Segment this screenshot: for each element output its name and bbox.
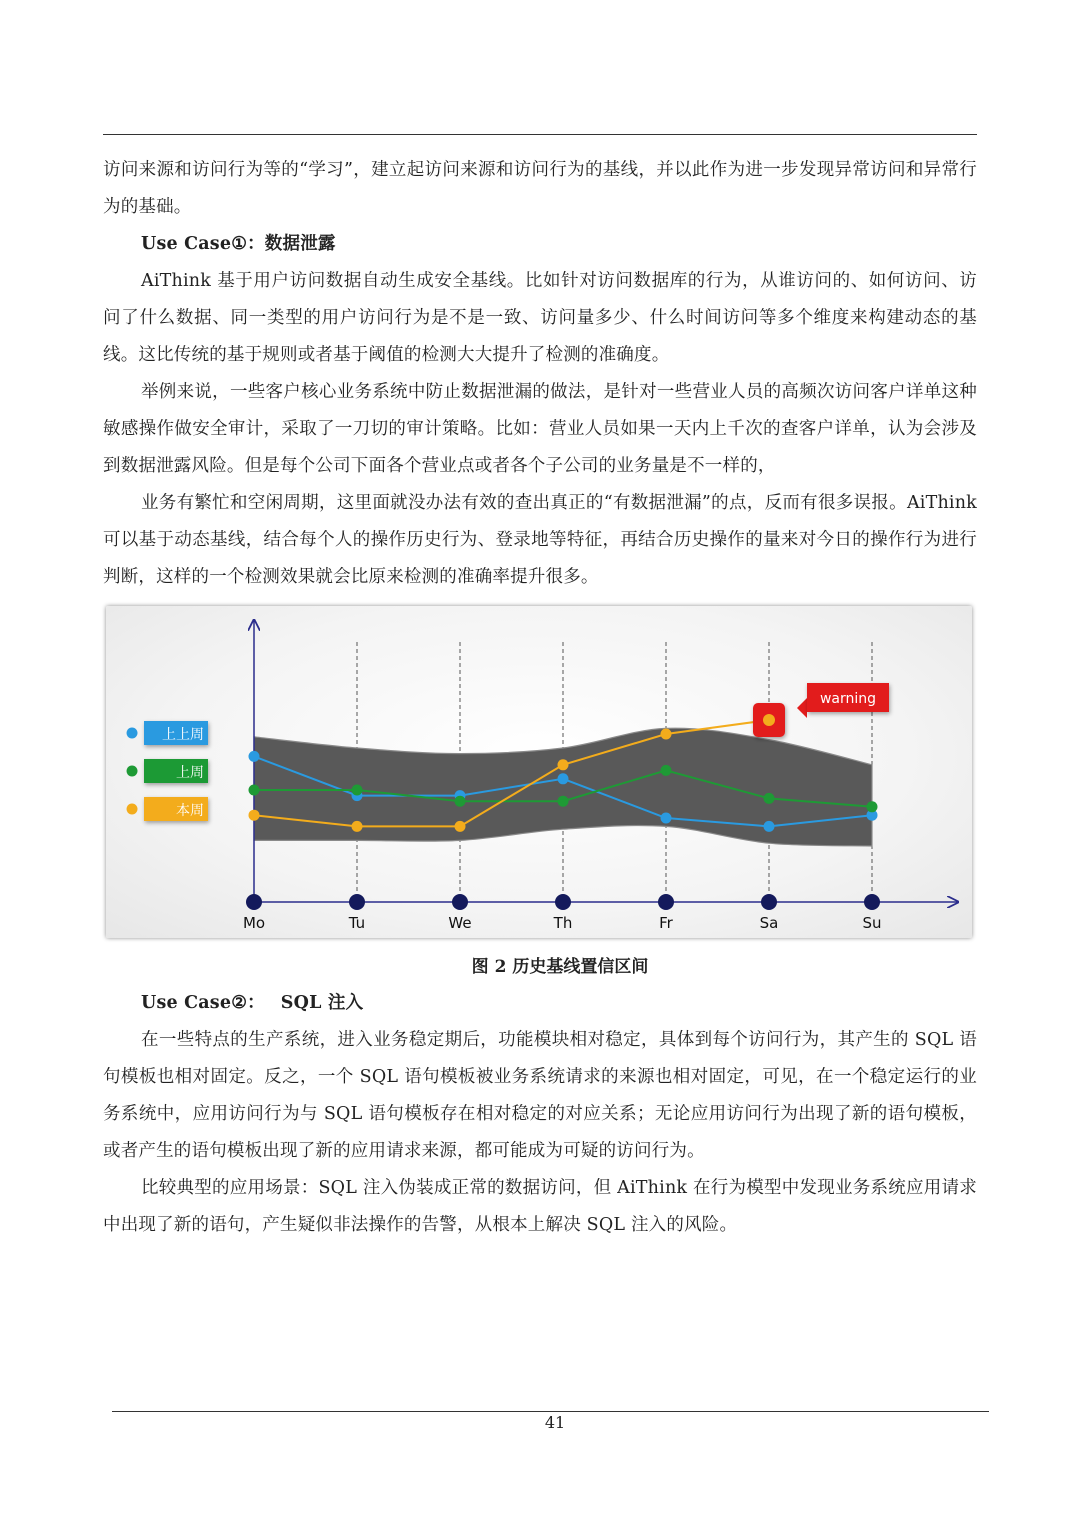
warning-callout-tail (797, 698, 807, 718)
page-number: 41 (544, 1413, 566, 1432)
body-text-bottom (103, 985, 977, 1244)
axis-dot (555, 894, 571, 910)
x-tick-label: Th (553, 914, 573, 932)
data-point (764, 793, 775, 804)
paragraph: 在一些特点的生产系统，进入业务稳定期后，功能模块相对稳定，具体到每个访问行为，其产生的 SQL 语句模板也相对固定。反之，一个 SQL 语句模板被业务系统请求的来源也相对固定，可见，在一个稳定运行的业务系统中，应用访问行为与 SQL 语句模板存在相对稳定的对应关系；无论应用访问行为出现了新的语句模板，或者产生的语句模板出现了新的应用请求来源，都可能成为可疑的访问行为。 (103, 1030, 977, 1161)
data-point (249, 751, 260, 762)
legend-label: 本周 (176, 803, 204, 819)
axis-dot (761, 894, 777, 910)
legend-dot (127, 728, 138, 739)
usecase2-label: Use Case②： (141, 993, 265, 1013)
paragraph: AiThink 基于用户访问数据自动生成安全基线。比如针对访问数据库的行为，从谁访问的、如何访问、访问了什么数据、同一类型的用户访问行为是不是一致、访问量多少、什么时间访问等多个维度来构建动态的基线。这比传统的基于规则或者基于阈值的检测大大提升了检测的准确度。 (103, 271, 977, 365)
baseline-chart (106, 606, 972, 938)
x-tick-label: Tu (348, 914, 366, 932)
baseline-chart-figure (106, 606, 972, 938)
warning-label: warning (819, 691, 877, 707)
legend-label: 上上周 (162, 727, 204, 743)
warning-point (763, 714, 775, 726)
data-point (867, 801, 878, 812)
data-point (661, 813, 672, 824)
data-point (352, 821, 363, 832)
axis-dot (658, 894, 674, 910)
usecase1-heading (103, 226, 977, 263)
data-point (558, 759, 569, 770)
x-tick-label: Su (862, 914, 882, 932)
footer-rule (112, 1411, 989, 1412)
body-text-top (103, 152, 977, 596)
data-point (558, 796, 569, 807)
paragraph: 举例来说，一些客户核心业务系统中防止数据泄漏的做法，是针对一些营业人员的高频次访问客户详单这种敏感操作做安全审计，采取了一刀切的审计策略。比如：营业人员如果一天内上千次的查客户详单，认为会涉及到数据泄露风险。但是每个公司下面各个营业点或者各个子公司的业务量是不一样的， (103, 382, 977, 476)
confidence-band (254, 728, 872, 846)
figure-caption: 图 2 历史基线置信区间 (471, 957, 649, 977)
data-point (764, 821, 775, 832)
data-point (352, 785, 363, 796)
data-point (661, 765, 672, 776)
data-point (249, 810, 260, 821)
axis-dot (349, 894, 365, 910)
axis-dot (246, 894, 262, 910)
usecase2-title: SQL 注入 (280, 993, 364, 1013)
legend-dot (127, 804, 138, 815)
x-tick-label: We (448, 914, 472, 932)
data-point (455, 821, 466, 832)
axis-dot (452, 894, 468, 910)
legend-dot (127, 766, 138, 777)
paragraph: 比较典型的应用场景：SQL 注入伪装成正常的数据访问，但 AiThink 在行为模型中发现业务系统应用请求中出现了新的语句，产生疑似非法操作的告警，从根本上解决 SQL 注入的风险。 (103, 1178, 977, 1235)
x-tick-label: Mo (242, 914, 266, 932)
x-tick-label: Fr (659, 914, 673, 932)
data-point (455, 796, 466, 807)
usecase1-title: 数据泄露 (264, 234, 336, 254)
data-point (661, 729, 672, 740)
header-rule (103, 134, 977, 135)
data-point (249, 785, 260, 796)
axis-dot (864, 894, 880, 910)
usecase2-heading (103, 985, 977, 1022)
data-point (558, 773, 569, 784)
paragraph: 访问来源和访问行为等的“学习”，建立起访问来源和访问行为的基线，并以此作为进一步发现异常访问和异常行为的基础。 (103, 160, 977, 217)
usecase1-label: Use Case①： (141, 234, 265, 254)
x-tick-label: Sa (759, 914, 779, 932)
legend-label: 上周 (176, 765, 204, 781)
paragraph: 业务有繁忙和空闲周期，这里面就没办法有效的查出真正的“有数据泄漏”的点，反而有很多误报。AiThink 可以基于动态基线，结合每个人的操作历史行为、登录地等特征，再结合历史操作的量来对今日的操作行为进行判断，这样的一个检测效果就会比原来检测的准确率提升很多。 (103, 493, 977, 587)
